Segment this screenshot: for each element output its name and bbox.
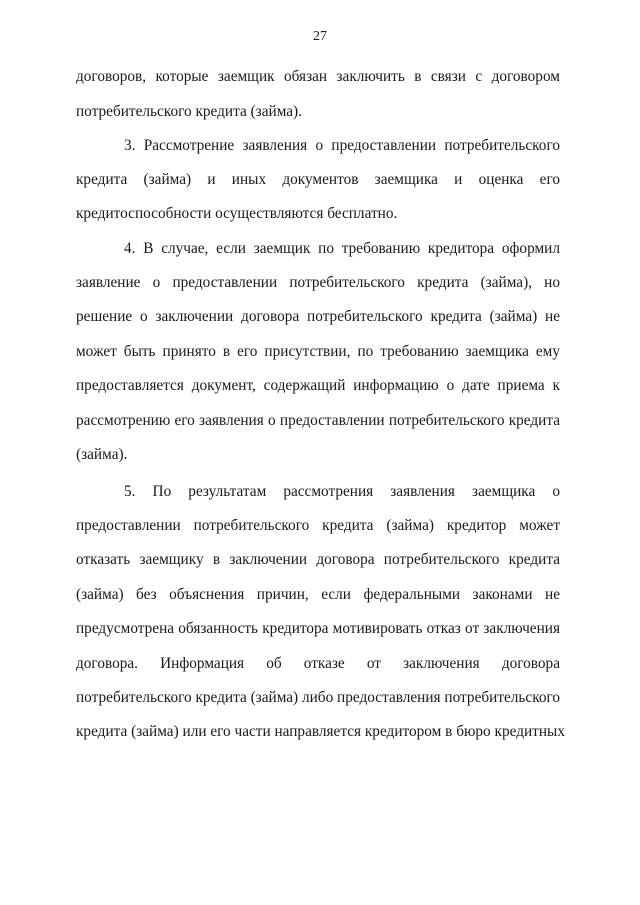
text-line: рассмотрению его заявления о предоставлении потребительского кредита: [76, 412, 560, 429]
text-line: предусмотрена обязанность кредитора мотивировать отказ от заключения: [76, 620, 560, 637]
text-line: потребительского кредита (займа) либо предоставления потребительского: [76, 689, 561, 706]
text-line: может быть принято в его присутствии, по требованию заемщика ему: [76, 343, 560, 360]
text-line: кредита (займа) и иных документов заемщика и оценка его: [76, 171, 560, 188]
paragraph-3-first-line: 3. Рассмотрение заявления о предоставлении потребительского: [124, 137, 560, 154]
paragraph-5-first-line: 5. По результатам рассмотрения заявления заемщика о: [124, 483, 560, 500]
text-line: (займа).: [76, 446, 128, 463]
text-line: заявление о предоставлении потребительского кредита (займа), но: [76, 274, 560, 291]
text-line: предоставляется документ, содержащий информацию о дате приема к: [76, 377, 560, 394]
text-line: кредита (займа) или его части направляется кредитором в бюро кредитных: [76, 723, 565, 740]
text-line: отказать заемщику в заключении договора потребительского кредита: [76, 551, 560, 568]
text-line: (займа) без объяснения причин, если федеральными законами не: [76, 586, 560, 603]
page-number: 27: [313, 29, 327, 44]
text-line: решение о заключении договора потребительского кредита (займа) не: [76, 308, 560, 325]
paragraph-4-first-line: 4. В случае, если заемщик по требованию кредитора оформил: [124, 240, 560, 257]
text-line: потребительского кредита (займа).: [76, 103, 302, 120]
text-line: договора. Информация об отказе от заключения договора: [76, 655, 560, 672]
text-line: договоров, которые заемщик обязан заключить в связи с договором: [76, 68, 560, 85]
text-line: предоставлении потребительского кредита (займа) кредитор может: [76, 517, 560, 534]
text-line: кредитоспособности осуществляются бесплатно.: [76, 205, 398, 222]
